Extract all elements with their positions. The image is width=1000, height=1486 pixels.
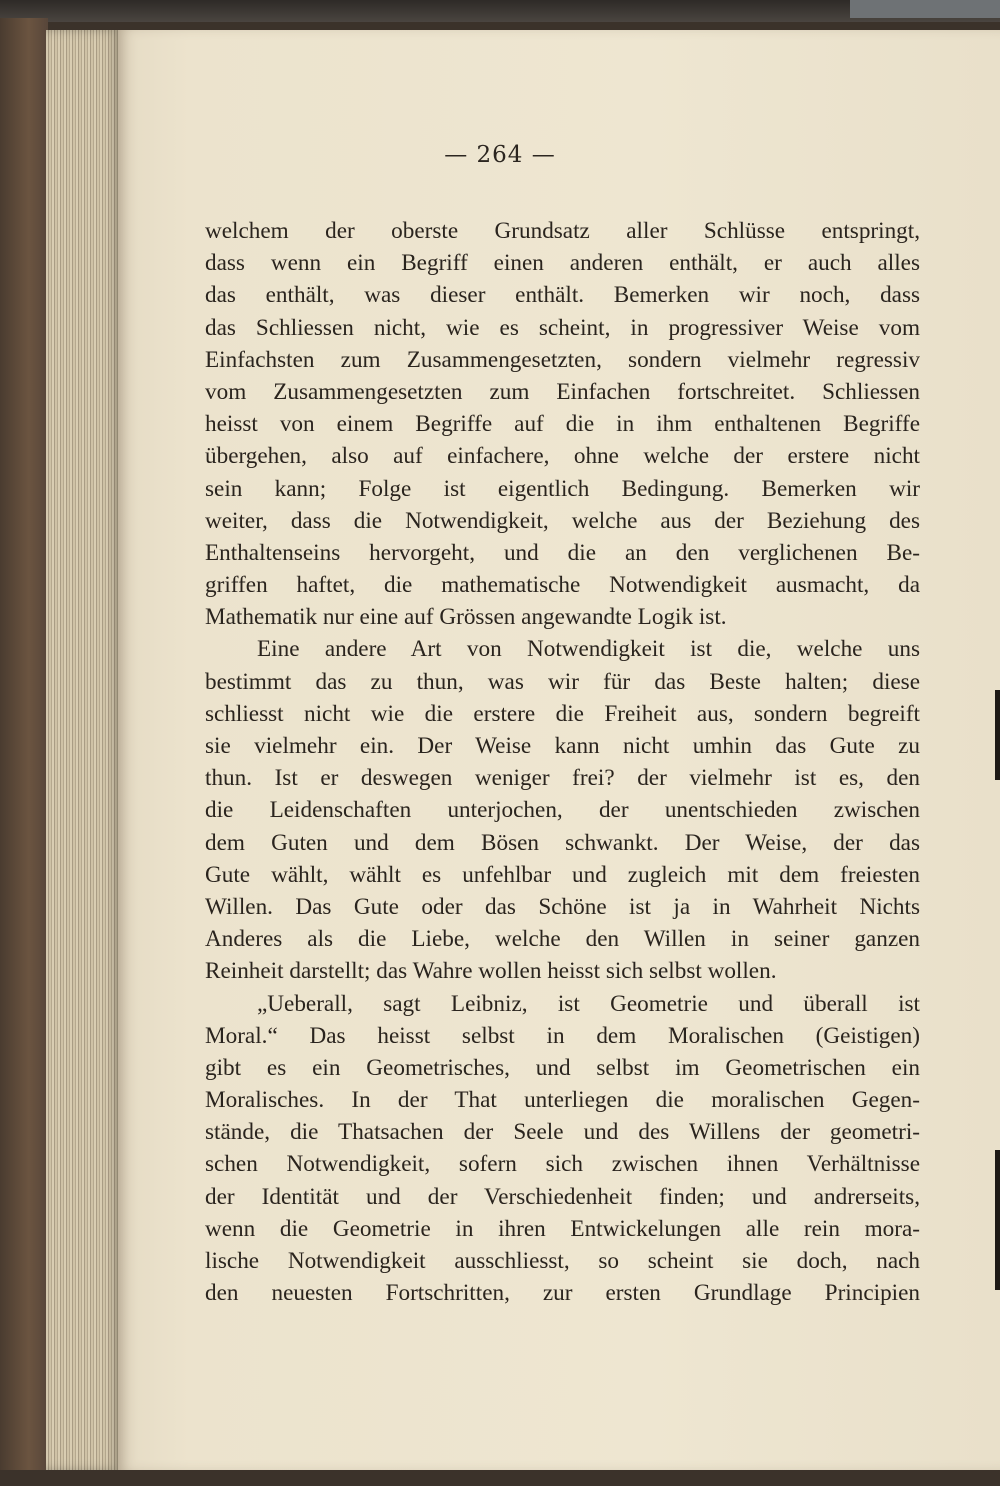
text-line: Reinheit darstellt; das Wahre wollen heisst sich selbst wollen. xyxy=(205,958,777,985)
text-line: griffen haftet, die mathematische Notwendigkeit ausmacht, da xyxy=(205,572,920,599)
text-line: Eine andere Art von Notwendigkeit ist die, welche uns xyxy=(257,636,920,663)
text-line: lische Notwendigkeit ausschliesst, so scheint sie doch, nach xyxy=(205,1248,920,1274)
text-line: schen Notwendigkeit, sofern sich zwischen ihnen Verhältnisse xyxy=(205,1151,920,1178)
scanner-background-bottom xyxy=(0,1470,1000,1486)
text-line: dass wenn ein Begriff einen anderen enthält, er auch alles xyxy=(205,250,920,277)
page-edges xyxy=(46,30,120,1470)
text-line: Moral.“ Das heisst selbst in dem Moralischen (Geistigen) xyxy=(205,1022,920,1049)
text-line: vom Zusammengesetzten zum Einfachen fortschreitet. Schliessen xyxy=(205,378,920,405)
text-line: Anderes als die Liebe, welche den Willen in seiner ganzen xyxy=(205,926,920,953)
book-cover-edge xyxy=(0,18,48,1486)
text-line: thun. Ist er deswegen weniger frei? der vielmehr ist es, den xyxy=(205,765,920,792)
text-line: Enthaltenseins hervorgeht, und die an den verglichenen Be- xyxy=(205,539,920,566)
text-line: die Leidenschaften unterjochen, der unentschieden zwischen xyxy=(205,797,920,824)
text-line: bestimmt das zu thun, was wir für das Beste halten; diese xyxy=(205,668,920,695)
body-text xyxy=(205,215,920,1309)
text-line: Mathematik nur eine auf Grössen angewandte Logik ist. xyxy=(205,604,727,631)
scanner-corner xyxy=(850,0,1000,18)
text-line: Einfachsten zum Zusammengesetzten, sondern vielmehr regressiv xyxy=(205,346,920,373)
text-line: schliesst nicht wie die erstere die Freiheit aus, sondern begreift xyxy=(205,700,920,727)
text-line: welchem der oberste Grundsatz aller Schlüsse entspringt, xyxy=(205,218,920,244)
text-line: stände, die Thatsachen der Seele und des Willens der geometri- xyxy=(205,1119,920,1146)
text-line: den neuesten Fortschritten, zur ersten Grundlage Principien xyxy=(205,1280,920,1307)
text-line: Gute wählt, wählt es unfehlbar und zugleich mit dem freiesten xyxy=(205,861,920,888)
text-line: sie vielmehr ein. Der Weise kann nicht umhin das Gute zu xyxy=(205,733,920,759)
page-margin-mark xyxy=(995,1150,1000,1290)
text-line: sein kann; Folge ist eigentlich Bedingung. Bemerken wir xyxy=(205,475,920,502)
text-line: der Identität und der Verschiedenheit finden; und andrerseits, xyxy=(205,1183,920,1210)
text-line: Moralisches. In der That unterliegen die moralischen Gegen- xyxy=(205,1087,920,1114)
text-line: Willen. Das Gute oder das Schöne ist ja in Wahrheit Nichts xyxy=(205,893,920,920)
text-line: weiter, dass die Notwendigkeit, welche aus der Beziehung des xyxy=(205,507,920,534)
text-line: heisst von einem Begriffe auf die in ihm enthaltenen Begriffe xyxy=(205,411,920,438)
text-line: das enthält, was dieser enthält. Bemerken wir noch, dass xyxy=(205,282,920,309)
page-margin-mark xyxy=(995,690,1000,780)
text-line: das Schliessen nicht, wie es scheint, in progressiver Weise vom xyxy=(205,314,920,341)
text-line: übergehen, also auf einfachere, ohne welche der erstere nicht xyxy=(205,443,920,470)
text-line: dem Guten und dem Bösen schwankt. Der Weise, der das xyxy=(205,829,920,856)
text-line: wenn die Geometrie in ihren Entwickelungen alle rein mora- xyxy=(205,1215,920,1242)
page-number: — 264 — xyxy=(444,142,556,168)
text-line: „Ueberall, sagt Leibniz, ist Geometrie und überall ist xyxy=(257,990,920,1017)
text-line: gibt es ein Geometrisches, und selbst im Geometrischen ein xyxy=(205,1054,920,1081)
